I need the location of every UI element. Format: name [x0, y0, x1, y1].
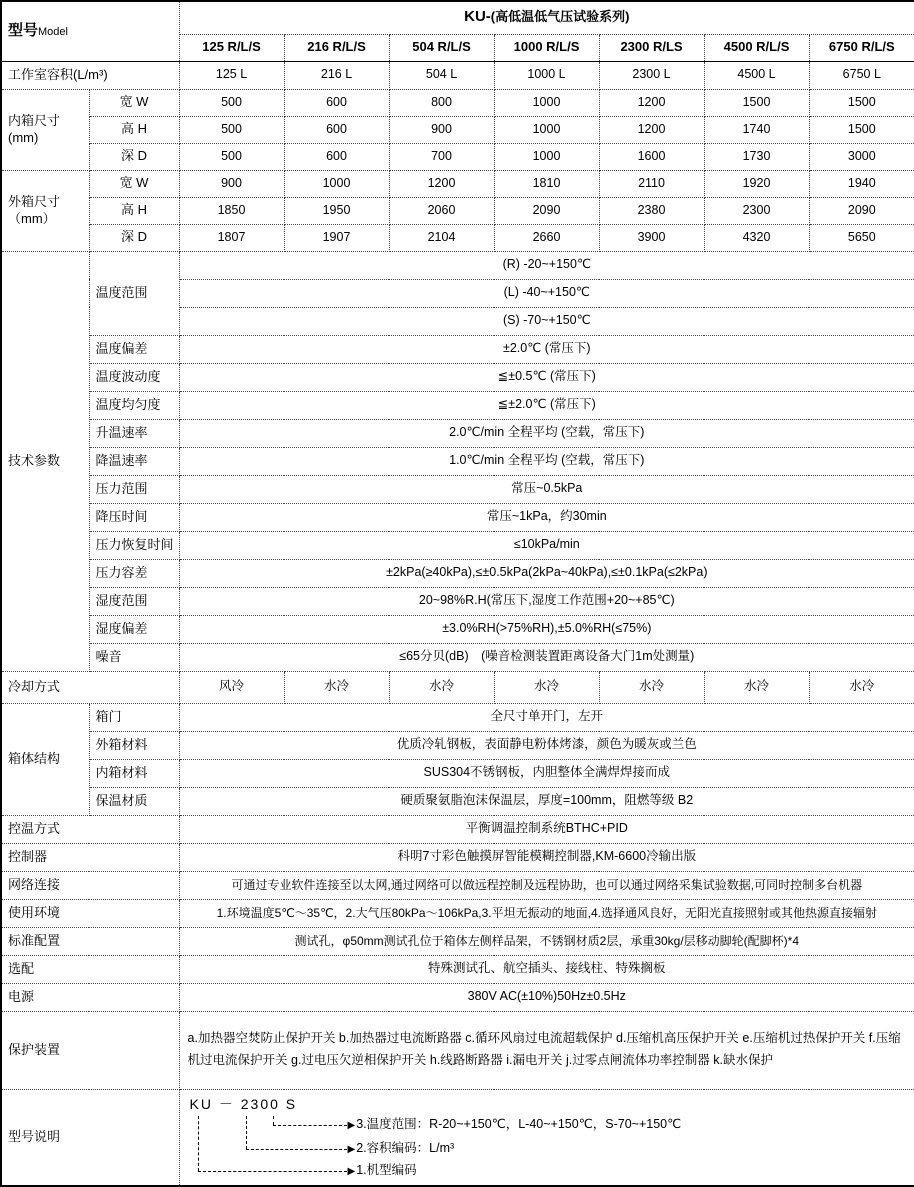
param-value: ≤10kPa/min — [179, 531, 914, 559]
table-row — [1, 143, 914, 170]
param-value: 常压~0.5kPa — [179, 475, 914, 503]
param-label: 温度波动度 — [89, 363, 179, 391]
param-label: 压力范围 — [89, 475, 179, 503]
dim-cell: 2090 — [494, 197, 599, 224]
model-legend-diagram — [179, 1089, 914, 1186]
table-row — [1, 475, 914, 503]
table-row — [1, 1089, 914, 1186]
row-label: 选配 — [1, 955, 179, 983]
dim-cell: 700 — [389, 143, 494, 170]
table-row — [1, 251, 914, 279]
table-row — [1, 643, 914, 671]
row-value: 特殊测试孔、航空插头、接线柱、特殊搁板 — [179, 955, 914, 983]
dim-cell: 2104 — [389, 224, 494, 251]
outer-dims-title: 外箱尺寸 — [8, 194, 61, 210]
dim-cell: 2060 — [389, 197, 494, 224]
dim-sublabel: 宽 W — [89, 170, 179, 197]
table-row — [1, 731, 914, 759]
inner-dims-title: 内箱尺寸 — [8, 113, 61, 129]
row-value: 测试孔，φ50mm测试孔位于箱体左侧样品架，不锈钢材质2层，承重30kg/层移动脚轮(配脚杯)*4 — [179, 927, 914, 955]
table-row — [1, 503, 914, 531]
table-row — [1, 170, 914, 197]
table-row — [1, 787, 914, 815]
arrow-right-icon: ▶ — [347, 1165, 356, 1177]
dim-cell: 500 — [179, 89, 284, 116]
param-value: 1.0℃/min 全程平均 (空载，常压下) — [179, 447, 914, 475]
param-value: 全尺寸单开门，左开 — [179, 703, 914, 731]
dim-cell: 600 — [284, 116, 389, 143]
dim-cell: 800 — [389, 89, 494, 116]
row-label: 电源 — [1, 983, 179, 1011]
model-label-en: Model — [38, 25, 68, 38]
dim-cell: 2300 — [704, 197, 809, 224]
dim-cell: 500 — [179, 143, 284, 170]
series-title-cell — [179, 1, 914, 34]
cooling-cell: 水冷 — [284, 671, 389, 703]
table-row — [1, 671, 914, 703]
dim-sublabel: 宽 W — [89, 89, 179, 116]
param-label: 湿度范围 — [89, 587, 179, 615]
param-value: ±2kPa(≥40kPa),≤±0.5kPa(2kPa~40kPa),≤±0.1kPa(≤2kPa) — [179, 559, 914, 587]
dim-cell: 1200 — [599, 116, 704, 143]
model-name: 504 R/L/S — [389, 34, 494, 61]
row-value: 平衡调温控制系统BTHC+PID — [179, 815, 914, 843]
series-prefix: KU- — [464, 8, 491, 26]
inner-dims-label — [1, 89, 89, 170]
table-row — [1, 89, 914, 116]
volume-cell: 216 L — [284, 61, 389, 89]
table-row — [1, 419, 914, 447]
volume-cell: 125 L — [179, 61, 284, 89]
table-row — [1, 899, 914, 927]
dim-cell: 3900 — [599, 224, 704, 251]
dim-cell: 1000 — [494, 116, 599, 143]
table-row — [1, 815, 914, 843]
legend-item-text: 3.温度范围：R-20~+150℃，L-40~+150℃，S-70~+150℃ — [356, 1116, 682, 1131]
dim-cell: 1000 — [494, 143, 599, 170]
table-row — [1, 927, 914, 955]
param-value: 优质冷轧钢板，表面静电粉体烤漆，颜色为暖灰或兰色 — [179, 731, 914, 759]
arrow-right-icon: ▶ — [347, 1119, 356, 1131]
row-value: 380V AC(±10%)50Hz±0.5Hz — [179, 983, 914, 1011]
inner-dims-unit: (mm) — [8, 129, 39, 145]
cooling-cell: 水冷 — [599, 671, 704, 703]
param-label: 压力恢复时间 — [89, 531, 179, 559]
param-value: ±2.0℃ (常压下) — [179, 335, 914, 363]
param-label: 噪音 — [89, 643, 179, 671]
row-label: 网络连接 — [1, 871, 179, 899]
legend-item-text: 2.容积编码：L/m³ — [356, 1140, 455, 1155]
table-row — [1, 983, 914, 1011]
param-label: 内箱材料 — [89, 759, 179, 787]
dim-cell: 1740 — [704, 116, 809, 143]
volume-label: 工作室容积(L/m³) — [1, 61, 179, 89]
param-value: 2.0℃/min 全程平均 (空载，常压下) — [179, 419, 914, 447]
dim-cell: 1850 — [179, 197, 284, 224]
dim-cell: 1200 — [599, 89, 704, 116]
dim-cell: 900 — [389, 116, 494, 143]
dim-cell: 900 — [179, 170, 284, 197]
dim-cell: 1810 — [494, 170, 599, 197]
volume-cell: 4500 L — [704, 61, 809, 89]
legend-connector-line — [198, 1171, 347, 1172]
outer-dims-label — [1, 170, 89, 251]
series-suffix: (高低温低气压试验系列) — [490, 9, 630, 25]
param-label: 降温速率 — [89, 447, 179, 475]
dim-cell: 3000 — [809, 143, 914, 170]
dim-cell: 500 — [179, 116, 284, 143]
legend-connector-line — [246, 1116, 247, 1149]
dim-cell: 2110 — [599, 170, 704, 197]
row-label: 控温方式 — [1, 815, 179, 843]
dim-sublabel: 深 D — [89, 143, 179, 170]
table-row — [1, 391, 914, 419]
row-label: 控制器 — [1, 843, 179, 871]
legend-item — [348, 1141, 455, 1157]
dim-cell: 1500 — [809, 89, 914, 116]
cabinet-label: 箱体结构 — [1, 703, 89, 815]
dim-cell: 1500 — [809, 116, 914, 143]
row-label: 使用环境 — [1, 899, 179, 927]
row-value: 1.环境温度5℃～35℃，2.大气压80kPa～106kPa,3.平坦无振动的地面,4.选择通风良好，无阳光直接照射或其他热源直接辐射 — [179, 899, 914, 927]
dim-cell: 600 — [284, 143, 389, 170]
dim-cell: 1600 — [599, 143, 704, 170]
table-row — [1, 224, 914, 251]
legend-item — [348, 1117, 682, 1133]
cooling-cell: 风冷 — [179, 671, 284, 703]
dim-cell: 1000 — [284, 170, 389, 197]
model-name: 6750 R/L/S — [809, 34, 914, 61]
param-value: ≤65分贝(dB) (噪音检测装置距离设备大门1m处测量) — [179, 643, 914, 671]
legend-connector-line — [246, 1149, 347, 1150]
dim-cell: 2090 — [809, 197, 914, 224]
param-label: 保温材质 — [89, 787, 179, 815]
protection-value: a.加热器空焚防止保护开关 b.加热器过电流断路器 c.循环风扇过电流超载保护 d.压缩机高压保护开关 e.压缩机过热保护开关 f.压缩机过电流保护开关 g.过电压欠逆相保护开关 h.线路断路器 i.漏电开关 j.过零点闸流体功率控制器 k.缺水保护 — [179, 1011, 914, 1089]
dim-cell: 1730 — [704, 143, 809, 170]
param-value: SUS304不锈钢板，内胆整体全满焊焊接而成 — [179, 759, 914, 787]
dim-cell: 1920 — [704, 170, 809, 197]
table-row — [1, 843, 914, 871]
param-label: 温度均匀度 — [89, 391, 179, 419]
param-label: 降压时间 — [89, 503, 179, 531]
param-label: 箱门 — [89, 703, 179, 731]
param-label: 压力容差 — [89, 559, 179, 587]
param-value: 硬质聚氨脂泡沫保温层，厚度=100mm，阻燃等级 B2 — [179, 787, 914, 815]
dim-cell: 5650 — [809, 224, 914, 251]
param-label: 湿度偏差 — [89, 615, 179, 643]
param-value: (S) -70~+150℃ — [179, 307, 914, 335]
cooling-cell: 水冷 — [809, 671, 914, 703]
param-value: 20~98%R.H(常压下,湿度工作范围+20~+85℃) — [179, 587, 914, 615]
param-value: ≦±2.0℃ (常压下) — [179, 391, 914, 419]
param-value: 常压~1kPa，约30min — [179, 503, 914, 531]
dim-cell: 1807 — [179, 224, 284, 251]
tech-params-label: 技术参数 — [1, 251, 89, 671]
table-row — [1, 703, 914, 731]
protection-label: 保护装置 — [1, 1011, 179, 1089]
dim-sublabel: 高 H — [89, 116, 179, 143]
table-row — [1, 116, 914, 143]
table-row — [1, 447, 914, 475]
legend-connector-line — [273, 1125, 347, 1126]
volume-cell: 504 L — [389, 61, 494, 89]
table-row — [1, 615, 914, 643]
row-value: 可通过专业软件连接至以太网,通过网络可以做远程控制及远程协助，也可以通过网络采集试验数据,可同时控制多台机器 — [179, 871, 914, 899]
model-name: 125 R/L/S — [179, 34, 284, 61]
table-row — [1, 363, 914, 391]
cooling-cell: 水冷 — [494, 671, 599, 703]
dim-cell: 1940 — [809, 170, 914, 197]
dim-cell: 2380 — [599, 197, 704, 224]
table-row — [1, 759, 914, 787]
dim-cell: 1950 — [284, 197, 389, 224]
volume-cell: 1000 L — [494, 61, 599, 89]
dim-cell: 600 — [284, 89, 389, 116]
table-row — [1, 587, 914, 615]
arrow-right-icon: ▶ — [347, 1143, 356, 1155]
dim-cell: 1200 — [389, 170, 494, 197]
model-name: 216 R/L/S — [284, 34, 389, 61]
cooling-cell: 水冷 — [704, 671, 809, 703]
outer-dims-unit: （mm） — [8, 210, 56, 226]
dim-cell: 1907 — [284, 224, 389, 251]
param-value: (R) -20~+150℃ — [179, 251, 914, 279]
model-name: 1000 R/L/S — [494, 34, 599, 61]
table-row — [1, 871, 914, 899]
dim-cell: 1000 — [494, 89, 599, 116]
model-name: 2300 R/LS — [599, 34, 704, 61]
dim-cell: 2660 — [494, 224, 599, 251]
table-row — [1, 559, 914, 587]
row-value: 科明7寸彩色触摸屏智能模糊控制器,KM-6600冷输出版 — [179, 843, 914, 871]
cooling-cell: 水冷 — [389, 671, 494, 703]
table-row — [1, 335, 914, 363]
dim-sublabel: 深 D — [89, 224, 179, 251]
param-label: 温度范围 — [89, 251, 179, 335]
cooling-label: 冷却方式 — [1, 671, 179, 703]
legend-connector-line — [198, 1116, 199, 1171]
model-label: 型号 — [8, 21, 39, 39]
volume-cell: 6750 L — [809, 61, 914, 89]
dim-sublabel: 高 H — [89, 197, 179, 224]
legend-connector-line — [273, 1116, 274, 1125]
legend-item-text: 1.机型编码 — [356, 1162, 417, 1177]
param-label: 温度偏差 — [89, 335, 179, 363]
table-row — [1, 955, 914, 983]
param-label: 外箱材料 — [89, 731, 179, 759]
dim-cell: 1500 — [704, 89, 809, 116]
param-value: ±3.0%RH(>75%RH),±5.0%RH(≤75%) — [179, 615, 914, 643]
param-value: (L) -40~+150℃ — [179, 279, 914, 307]
table-row — [1, 1011, 914, 1089]
table-row — [1, 531, 914, 559]
model-header-cell — [1, 1, 179, 61]
legend-item — [348, 1163, 417, 1179]
param-value: ≦±0.5℃ (常压下) — [179, 363, 914, 391]
model-name: 4500 R/L/S — [704, 34, 809, 61]
table-row — [1, 61, 914, 89]
legend-label: 型号说明 — [1, 1089, 179, 1186]
dim-cell: 4320 — [704, 224, 809, 251]
row-label: 标准配置 — [1, 927, 179, 955]
legend-model-code: KU － 2300 S — [189, 1095, 298, 1112]
param-label: 升温速率 — [89, 419, 179, 447]
table-row — [1, 197, 914, 224]
volume-cell: 2300 L — [599, 61, 704, 89]
